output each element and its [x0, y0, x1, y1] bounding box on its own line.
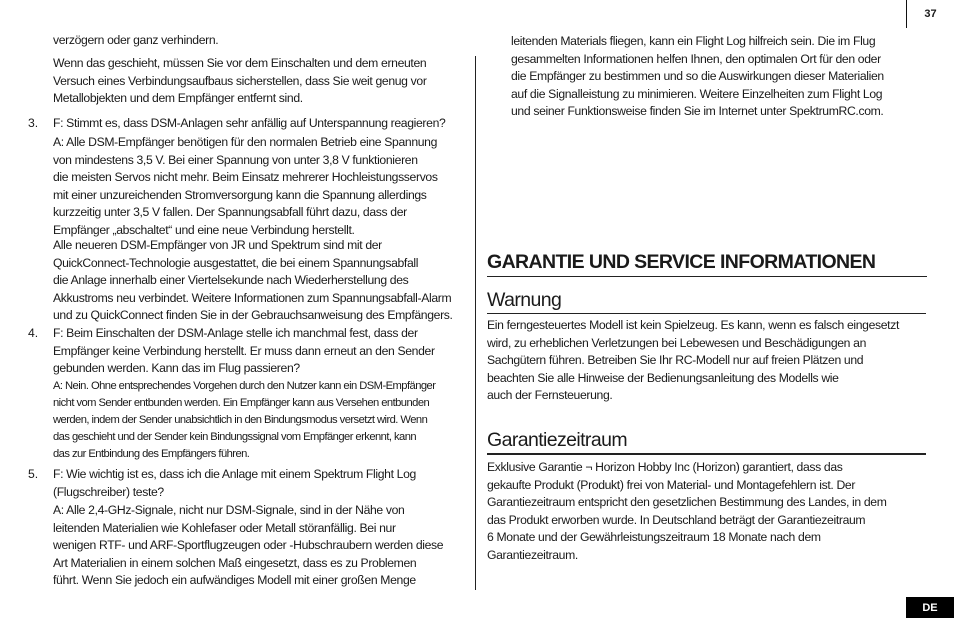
section-heading-warranty-service: GARANTIE UND SERVICE INFORMATIONEN: [487, 249, 927, 277]
column-divider: [475, 56, 476, 590]
item-3-question: F: Stimmt es, dass DSM-Anlagen sehr anfällig auf Unterspannung reagieren?: [53, 116, 446, 130]
paragraph-continued: leitenden Materials fliegen, kann ein Flight Log hilfreich sein. Die im Flug gesammelten Informationen helfen Ihnen, den optimalen Ort für den oder die Empfänger zu bestimmen und so die Auswirkungen dieser Materialien auf die Signalleistung zu minimieren. Weitere Einzelheiten zum Flight Log und seiner Funktionsweise finden Sie im Internet unter SpektrumRC.com.: [511, 34, 884, 118]
item-4-question: F: Beim Einschalten der DSM-Anlage stelle ich manchmal fest, dass der Empfänger keine Verbindung herstellt. Er muss dann erneut an den Sender gebunden werden. Kann das im Flug passieren?: [53, 326, 435, 375]
warranty-period-heading: Garantiezeitraum: [487, 428, 926, 455]
paragraph-top: verzögern oder ganz verhindern.: [53, 33, 219, 47]
item-3-number: 3.: [28, 116, 39, 130]
language-tab: DE: [906, 597, 954, 618]
warning-heading: Warnung: [487, 288, 926, 314]
item-5-question: F: Wie wichtig ist es, dass ich die Anlage mit einem Spektrum Flight Log (Flugschreiber) teste?: [53, 467, 416, 499]
item-3-answer: A: Alle DSM-Empfänger benötigen für den normalen Betrieb eine Spannung von mindestens 3,5 V. Bei einer Spannung von unter 3,8 V funktionieren die meisten Servos nicht mehr. Beim Einsatz mehrerer Hochleistungsservos mit einer unzureichenden Stromversorgung kann die Spannung allerdings kurzzeitig unter 3,5 V fallen. Der Spannungsabfall führt dazu, dass der Empfänger „abschaltet“ und eine neue Verbindung herstellt.: [53, 135, 438, 237]
item-3-extra: Alle neueren DSM-Empfänger von JR und Spektrum sind mit der QuickConnect-Technologie ausgestattet, die bei einem Spannungsabfall die Anlage innerhalb einer Viertelsekunde nach Wiederherstellung des Akkustroms neu verbindet. Weitere Informationen zum Spannungsabfall-Alarm und zu QuickConnect finden Sie in der Gebrauchsanweisung des Empfängers.: [53, 238, 453, 322]
paragraph-intro: Wenn das geschieht, müssen Sie vor dem Einschalten und dem erneuten Versuch eines Verbindungsaufbaus sicherstellen, dass Sie weit genug vor Metallobjekten und dem Empfänger entfernt sind.: [53, 56, 427, 105]
warning-text: Ein ferngesteuertes Modell ist kein Spielzeug. Es kann, wenn es falsch eingesetzt wird, zu erheblichen Verletzungen bei Lebewesen und Beschädigungen an Sachgütern führen. Betreiben Sie Ihr RC-Modell nur auf freien Plätzen und beachten Sie alle Hinweise der Bedienungsanleitung des Modells wie auch der Fernsteuerung.: [487, 318, 900, 402]
item-5-number: 5.: [28, 467, 39, 481]
page-number: 37: [906, 0, 954, 28]
warranty-period-text: Exklusive Garantie ¬ Horizon Hobby Inc (Horizon) garantiert, dass das gekaufte Produkt (Produkt) frei von Material- und Montagefehlern ist. Der Garantiezeitraum entspricht den gesetzlichen Bestimmung des Landes, in dem das Produkt erworben wurde. In Deutschland beträgt der Garantiezeitraum 6 Monate und der Gewährleistungszeitraum 18 Monate nach dem Garantiezeitraum.: [487, 460, 887, 562]
item-4-answer: A: Nein. Ohne entsprechendes Vorgehen durch den Nutzer kann ein DSM-Empfänger nicht vom Sender entbunden werden. Ein Empfänger kann aus Versehen entbunden werden, indem der Sender unabsichtlich in den Bindungsmodus versetzt wird. Wenn das geschieht und der Sender kein Bindungssignal vom Empfänger erkennt, kann das zur Entbindung des Empfängers führen.: [53, 380, 436, 460]
item-5-answer: A: Alle 2,4-GHz-Signale, nicht nur DSM-Signale, sind in der Nähe von leitenden Materialien wie Kohlefaser oder Metall störanfällig. Bei nur wenigen RTF- und ARF-Sportflugzeugen oder -Hubschraubern werden diese Art Materialien in einem solchen Maß eingesetzt, dass es zu Problemen führt. Wenn Sie jedoch ein aufwändiges Modell mit einer großen Menge: [53, 503, 444, 587]
item-4-number: 4.: [28, 326, 39, 340]
